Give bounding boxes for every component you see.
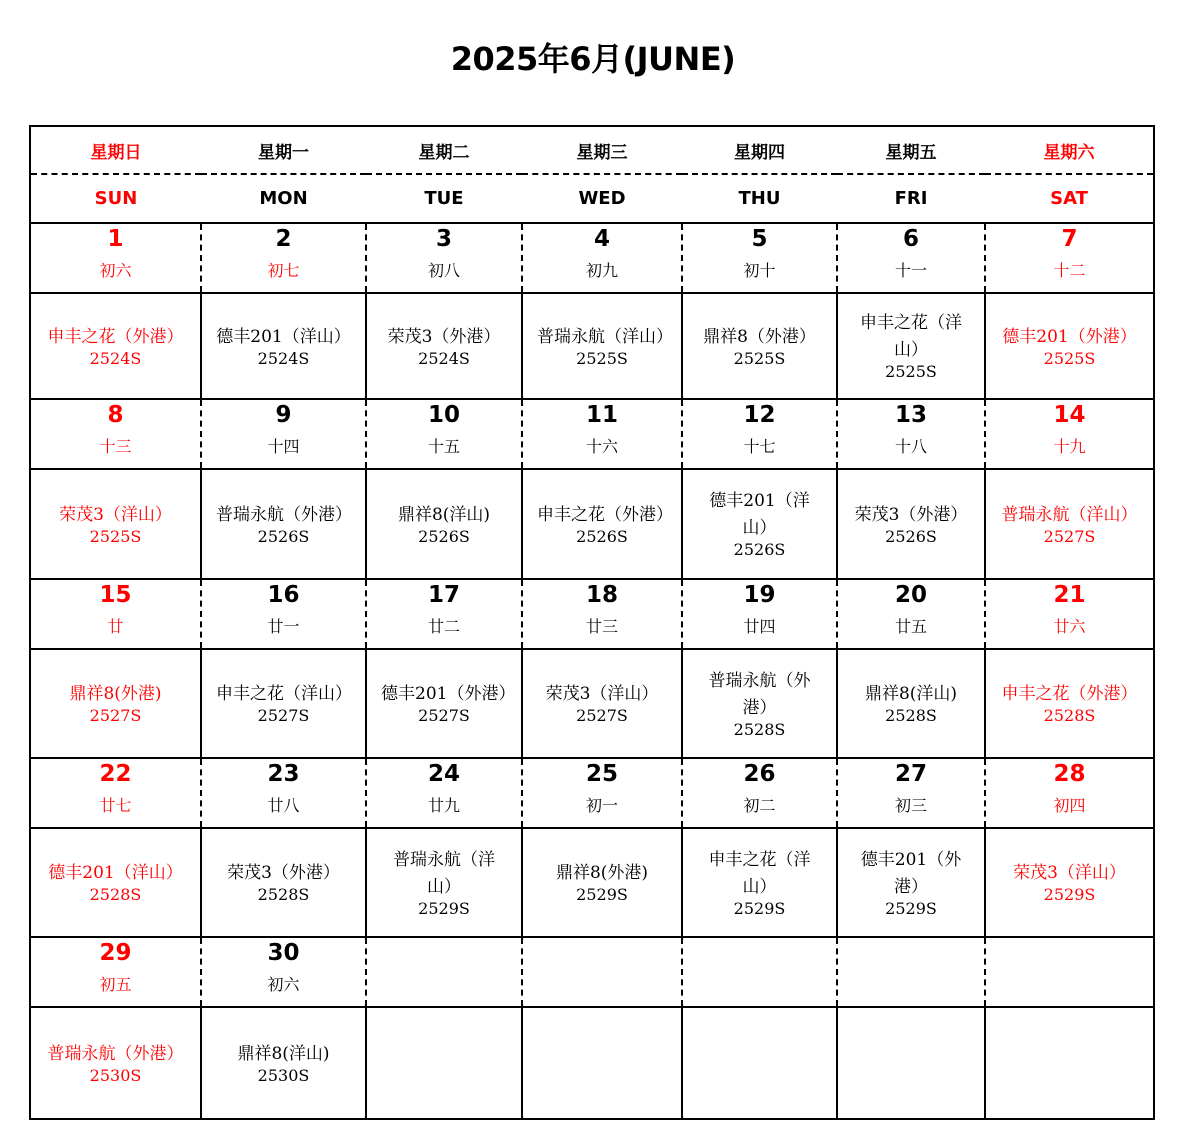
ship-name: 荣茂3（洋山）: [1013, 863, 1126, 883]
day-cell: [366, 579, 522, 649]
lunar-date: 初七: [267, 261, 300, 280]
ship-name: 普瑞永航（洋山）: [393, 849, 495, 897]
ship-name: 鼎祥8（外港）: [703, 326, 816, 347]
voyage-number: 2527S: [576, 706, 628, 725]
day-cell: [522, 223, 682, 293]
day-number: 8: [107, 402, 124, 428]
lunar-date: 十三: [99, 437, 132, 456]
ship-name: 德丰201（外港）: [1002, 326, 1137, 347]
weekday-en: WED: [522, 174, 682, 223]
weekday-en: MON: [201, 174, 366, 223]
lunar-date: 廿四: [743, 617, 776, 636]
day-cell: [201, 399, 366, 469]
voyage-number: 2526S: [418, 526, 470, 546]
voyage-number: 2525S: [733, 348, 786, 368]
day-number: 17: [427, 582, 460, 608]
ship-name: 荣茂3（外港）: [854, 504, 968, 525]
ship-row: [30, 469, 1154, 579]
ship-name: 鼎祥8(洋山): [397, 504, 491, 525]
weekday-en: THU: [682, 174, 837, 223]
day-cell: [837, 223, 985, 293]
lunar-date: 廿三: [585, 617, 618, 636]
lunar-date: 初九: [585, 261, 618, 280]
lunar-date: 十八: [894, 437, 927, 456]
day-number: 10: [427, 402, 460, 428]
lunar-date: 初六: [267, 975, 300, 994]
day-cell: [682, 579, 837, 649]
day-number: 6: [902, 226, 919, 252]
ship-cell: [682, 828, 837, 937]
day-cell: [985, 937, 1154, 1007]
day-cell: [366, 937, 522, 1007]
page-title: 2025年6月(JUNE): [450, 40, 736, 78]
day-number: 28: [1053, 761, 1086, 787]
ship-row: [30, 828, 1154, 937]
lunar-date: 廿二: [427, 617, 460, 636]
lunar-date: 十四: [267, 437, 300, 456]
day-cell: [522, 399, 682, 469]
day-number: 18: [585, 582, 618, 608]
weekday-cn: 星期五: [837, 126, 985, 174]
ship-cell: [522, 469, 682, 579]
voyage-number: 2526S: [576, 526, 628, 546]
weekday-en: TUE: [366, 174, 522, 223]
ship-name: 荣茂3（洋山）: [545, 684, 659, 704]
ship-cell: [30, 469, 201, 579]
lunar-date: 初五: [99, 975, 132, 994]
voyage-number: 2527S: [1043, 526, 1096, 546]
ship-cell: [366, 828, 522, 937]
ship-name: 德丰201（洋山）: [48, 863, 183, 883]
ship-name: 德丰201（外港）: [860, 849, 962, 897]
lunar-date: 十二: [1053, 261, 1086, 280]
day-cell: [201, 579, 366, 649]
day-cell: [201, 758, 366, 828]
ship-name: 普瑞永航（外港）: [708, 670, 811, 718]
day-cell: [30, 937, 201, 1007]
ship-name: 申丰之花（洋山）: [860, 313, 962, 360]
voyage-number: 2529S: [885, 898, 937, 918]
day-cell: [837, 399, 985, 469]
ship-name: 德丰201（外港）: [381, 684, 516, 704]
weekday-en: SAT: [985, 174, 1154, 223]
day-number: 9: [275, 402, 292, 428]
ship-cell: [985, 649, 1154, 758]
ship-cell: [522, 828, 682, 937]
voyage-number: 2528S: [733, 719, 786, 739]
voyage-number: 2527S: [418, 706, 470, 725]
lunar-date: 廿八: [267, 796, 300, 815]
day-cell: [366, 223, 522, 293]
lunar-date: 廿五: [894, 617, 927, 636]
day-cell: [30, 579, 201, 649]
day-number: 25: [585, 761, 618, 787]
ship-cell: [201, 1007, 366, 1119]
voyage-number: 2527S: [257, 706, 310, 725]
ship-cell: [837, 293, 985, 399]
ship-cell: [201, 828, 366, 937]
weekday-cn: 星期二: [366, 126, 522, 174]
lunar-date: 十一: [894, 261, 927, 280]
day-cell: [682, 399, 837, 469]
ship-cell: [682, 649, 837, 758]
ship-cell: [201, 469, 366, 579]
ship-name: 申丰之花（外港）: [1001, 684, 1138, 704]
ship-name: 普瑞永航（外港）: [216, 504, 352, 525]
ship-name: 德丰201（洋山）: [216, 326, 351, 347]
ship-cell: [682, 469, 837, 579]
day-number: 15: [99, 582, 132, 608]
date-row: [30, 758, 1154, 828]
ship-name: 荣茂3（洋山）: [59, 504, 172, 525]
voyage-number: 2529S: [418, 898, 470, 918]
ship-cell: [682, 293, 837, 399]
ship-cell: [30, 649, 201, 758]
day-number: 24: [427, 761, 460, 787]
ship-name: 鼎祥8(洋山): [864, 684, 958, 704]
ship-cell: [366, 649, 522, 758]
ship-cell: [366, 293, 522, 399]
ship-name: 鼎祥8(外港): [69, 684, 162, 704]
day-cell: [30, 223, 201, 293]
voyage-number: 2529S: [576, 885, 628, 904]
day-number: 19: [743, 582, 776, 608]
day-cell: [366, 399, 522, 469]
ship-cell: [985, 1007, 1154, 1119]
voyage-number: 2529S: [733, 898, 786, 918]
ship-cell: [837, 1007, 985, 1119]
voyage-number: 2530S: [89, 1065, 142, 1085]
lunar-date: 初一: [585, 796, 618, 815]
ship-cell: [837, 828, 985, 937]
voyage-number: 2526S: [885, 526, 937, 546]
lunar-date: 廿七: [99, 796, 132, 815]
date-row: [30, 399, 1154, 469]
day-number: 7: [1061, 226, 1078, 252]
day-number: 5: [751, 226, 768, 252]
day-cell: [837, 579, 985, 649]
ship-cell: [985, 469, 1154, 579]
lunar-date: 十六: [585, 437, 618, 456]
day-number: 12: [743, 402, 776, 428]
ship-name: 鼎祥8(洋山): [237, 1043, 330, 1064]
ship-cell: [522, 649, 682, 758]
voyage-number: 2524S: [418, 348, 470, 368]
day-number: 1: [107, 226, 124, 252]
voyage-number: 2526S: [257, 526, 310, 546]
ship-cell: [201, 293, 366, 399]
lunar-date: 十五: [427, 437, 460, 456]
ship-cell: [30, 828, 201, 937]
voyage-number: 2528S: [257, 885, 310, 904]
weekday-en: FRI: [837, 174, 985, 223]
voyage-number: 2528S: [885, 706, 937, 725]
ship-name: 申丰之花（外港）: [47, 326, 184, 347]
date-row: [30, 579, 1154, 649]
ship-name: 荣茂3（外港）: [227, 863, 340, 883]
lunar-date: 初四: [1053, 796, 1086, 815]
day-number: 26: [743, 761, 776, 787]
day-cell: [985, 399, 1154, 469]
ship-cell: [30, 293, 201, 399]
lunar-date: 廿九: [427, 796, 460, 815]
ship-row: [30, 1007, 1154, 1119]
day-cell: [522, 937, 682, 1007]
day-number: 21: [1053, 582, 1086, 608]
lunar-date: 廿: [107, 617, 124, 636]
lunar-date: 十七: [743, 437, 776, 456]
day-cell: [682, 758, 837, 828]
ship-name: 普瑞永航（洋山）: [1001, 504, 1138, 525]
ship-cell: [522, 1007, 682, 1119]
day-cell: [30, 399, 201, 469]
calendar-table: [29, 125, 1155, 1120]
weekday-en: SUN: [30, 174, 201, 223]
voyage-number: 2524S: [257, 348, 310, 368]
day-number: 20: [894, 582, 927, 608]
ship-cell: [837, 649, 985, 758]
day-number: 2: [275, 226, 292, 252]
weekday-en-row: [30, 174, 1154, 223]
day-number: 29: [99, 940, 132, 966]
day-number: 23: [267, 761, 300, 787]
lunar-date: 初八: [427, 261, 460, 280]
day-number: 27: [894, 761, 927, 787]
voyage-number: 2530S: [257, 1065, 310, 1085]
ship-cell: [985, 293, 1154, 399]
date-row: [30, 937, 1154, 1007]
ship-cell: [366, 1007, 522, 1119]
day-number: 22: [99, 761, 132, 787]
weekday-cn-row: [30, 126, 1154, 174]
day-cell: [682, 223, 837, 293]
day-cell: [201, 223, 366, 293]
weekday-cn: 星期四: [682, 126, 837, 174]
ship-cell: [30, 1007, 201, 1119]
ship-name: 普瑞永航（外港）: [47, 1043, 184, 1064]
voyage-number: 2525S: [89, 526, 142, 546]
voyage-number: 2526S: [733, 540, 786, 559]
ship-name: 荣茂3（外港）: [387, 326, 501, 347]
day-number: 3: [435, 226, 452, 252]
day-cell: [985, 223, 1154, 293]
ship-row: [30, 649, 1154, 758]
lunar-date: 初六: [99, 261, 132, 280]
weekday-cn: 星期三: [522, 126, 682, 174]
voyage-number: 2525S: [576, 348, 628, 368]
day-cell: [985, 579, 1154, 649]
ship-cell: [985, 828, 1154, 937]
ship-cell: [837, 469, 985, 579]
voyage-number: 2528S: [89, 885, 142, 904]
day-cell: [837, 937, 985, 1007]
voyage-number: 2527S: [89, 706, 142, 725]
ship-name: 申丰之花（洋山）: [708, 849, 811, 897]
day-number: 4: [593, 226, 610, 252]
ship-name: 申丰之花（洋山）: [216, 684, 352, 704]
lunar-date: 廿一: [267, 617, 300, 636]
day-cell: [985, 758, 1154, 828]
day-number: 30: [267, 940, 300, 966]
date-row: [30, 223, 1154, 293]
lunar-date: 廿六: [1053, 617, 1086, 636]
ship-name: 申丰之花（外港）: [537, 504, 673, 525]
voyage-number: 2525S: [1043, 348, 1096, 368]
lunar-date: 初十: [743, 261, 776, 280]
ship-cell: [522, 293, 682, 399]
ship-cell: [682, 1007, 837, 1119]
ship-name: 德丰201（洋山）: [709, 491, 810, 538]
weekday-cn: 星期一: [201, 126, 366, 174]
ship-cell: [201, 649, 366, 758]
ship-name: 普瑞永航（洋山）: [537, 326, 673, 347]
day-cell: [682, 937, 837, 1007]
lunar-date: 初三: [894, 796, 927, 815]
ship-name: 鼎祥8(外港): [555, 863, 649, 883]
day-cell: [30, 758, 201, 828]
voyage-number: 2529S: [1043, 885, 1096, 904]
day-cell: [522, 579, 682, 649]
ship-row: [30, 293, 1154, 399]
day-cell: [837, 758, 985, 828]
ship-cell: [366, 469, 522, 579]
lunar-date: 初二: [743, 796, 776, 815]
day-number: 11: [585, 402, 618, 428]
voyage-number: 2528S: [1043, 706, 1096, 725]
voyage-number: 2524S: [89, 348, 142, 368]
day-number: 16: [267, 582, 300, 608]
voyage-number: 2525S: [885, 362, 937, 381]
weekday-cn: 星期日: [30, 126, 201, 174]
day-number: 14: [1053, 402, 1086, 428]
day-cell: [366, 758, 522, 828]
day-number: 13: [894, 402, 927, 428]
weekday-cn: 星期六: [985, 126, 1154, 174]
day-cell: [522, 758, 682, 828]
lunar-date: 十九: [1053, 437, 1086, 456]
day-cell: [201, 937, 366, 1007]
